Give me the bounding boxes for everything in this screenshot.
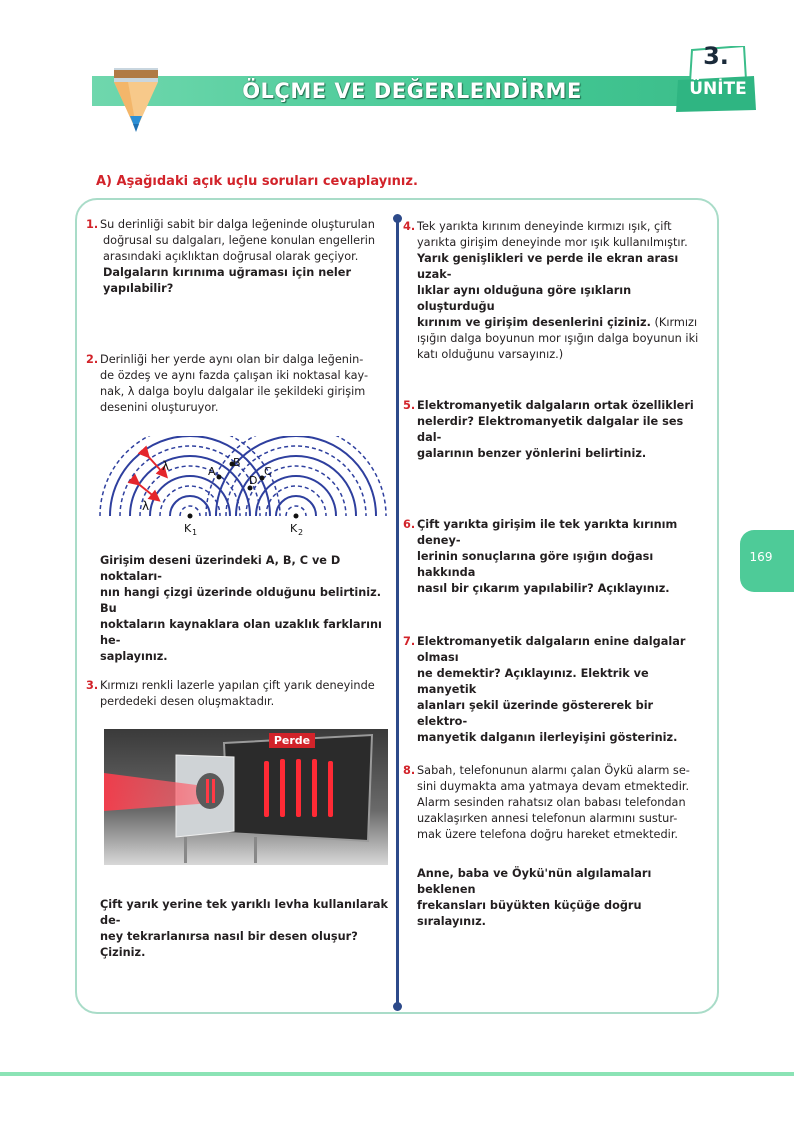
page-title: ÖLÇME VE DEĞERLENDİRME [242,79,582,103]
question-text: mak üzere telefona doğru hareket etmektedir. [417,828,679,841]
question-prompt: nasıl bir çıkarım yapılabilir? Açıklayınız. [417,582,670,595]
question-text: desenini oluşturuyor. [100,401,219,414]
footer-line [0,1072,794,1076]
question-number: 7. [403,635,416,648]
question-7 [403,634,707,746]
question-number: 2. [86,353,99,366]
question-text: Alarm sesinden rahatsız olan babası telefondan [417,796,686,809]
question-prompt: noktaların kaynaklara olan uzaklık farklarını he- [100,618,382,647]
question-number: 6. [403,518,416,531]
title-banner [92,76,732,106]
question-number: 4. [403,220,416,233]
question-prompt: nın hangi çizgi üzerinde olduğunu belirtiniz. Bu [100,586,381,615]
question-text: Su derinliği sabit bir dalga leğeninde oluşturulan [100,218,375,231]
question-2-prompt [100,553,390,665]
source-k1-subscript: 1 [192,528,198,537]
source-k1-label: K [184,522,192,535]
question-text: Kırmızı renkli lazerle yapılan çift yarık deneyinde [100,679,375,692]
question-prompt: manyetik dalganın ilerleyişini gösteriniz. [417,731,678,744]
question-text: sini duymakta ama yatmaya devam etmektedir. [417,780,690,793]
question-3 [86,678,392,710]
divider-top-cap [393,214,402,223]
question-text: Sabah, telefonunun alarmı çalan Öykü alarm se- [417,764,690,777]
question-text: doğrusal su dalgaları, leğene konulan engellerin [103,234,376,247]
interference-figure [98,436,388,538]
question-text: Tek yarıkta kırınım deneyinde kırmızı ışık, çift [417,220,672,233]
point-a-label: A [208,465,216,478]
question-4 [403,219,707,363]
question-3-prompt [100,897,392,961]
question-prompt: Çift yarıkta girişim ile tek yarıkta kırınım deney- [417,518,678,547]
question-number: 3. [86,679,99,692]
unit-label: ÜNİTE [689,79,747,99]
point-c-label: C [264,465,272,478]
double-slit-photo [104,729,388,865]
question-prompt: Dalgaların kırınıma uğraması için neler yapılabilir? [103,266,352,295]
question-prompt: Elektromanyetik dalgaların ortak özellikleri [417,399,694,412]
question-note: katı olduğunu varsayınız.) [417,348,564,361]
lambda-label: λ [162,459,170,473]
question-number: 8. [403,764,416,777]
unit-number: 3. [703,42,729,70]
question-5 [403,398,707,462]
question-6 [403,517,707,597]
question-text: uzaklaşırken annesi telefonun alarmını sustur- [417,812,678,825]
question-prompt: nelerdir? Elektromanyetik dalgalar ile ses dal- [417,415,684,444]
question-text: arasındaki açıklıktan doğrusal olarak geçiyor. [103,250,359,263]
question-8-prompt [417,866,707,930]
page-number: 169 [749,550,773,564]
question-prompt: Girişim deseni üzerindeki A, B, C ve D noktaları- [100,554,341,583]
point-d-label: D [249,474,258,487]
source-k2-subscript: 2 [298,528,304,537]
question-prompt: ney tekrarlanırsa nasıl bir desen oluşur? Çiziniz. [100,930,358,959]
question-number: 5. [403,399,416,412]
question-prompt: Yarık genişlikleri ve perde ile ekran arası uzak- [417,252,679,281]
question-prompt: Çift yarık yerine tek yarıklı levha kullanılarak de- [100,898,389,927]
divider-bottom-cap [393,1002,402,1011]
column-divider [396,218,399,1008]
lambda-label: λ [142,499,150,513]
question-text: nak, λ dalga boylu dalgalar ile şekildeki girişim [100,385,366,398]
question-number: 1. [86,218,99,231]
question-text: de özdeş ve aynı fazda çalışan iki noktasal kay- [100,369,369,382]
source-k2-label: K [290,522,298,535]
question-note: (Kırmızı [650,316,698,329]
question-prompt: ne demektir? Açıklayınız. Elektrik ve manyetik [417,667,649,696]
question-2 [86,352,392,416]
section-heading: A) Aşağıdaki açık uçlu soruları cevaplayınız. [96,174,418,189]
question-prompt: frekansları büyükten küçüğe doğru sıralayınız. [417,899,642,928]
point-b-label: B [233,456,241,469]
question-prompt: saplayınız. [100,650,168,663]
question-note: ışığın dalga boyunun mor ışığın dalga boyunun iki [417,332,699,345]
question-prompt: lıklar aynı olduğuna göre ışıkların oluşturduğu [417,284,632,313]
question-prompt: Elektromanyetik dalgaların enine dalgalar olması [417,635,686,664]
question-prompt: kırınım ve girişim desenlerini çiziniz. [417,316,651,329]
question-prompt: lerinin sonuçlarına göre ışığın doğası hakkında [417,550,654,579]
screen-label: Perde [269,733,315,748]
question-1 [86,217,392,297]
question-prompt: alanları şekil üzerinde göstererek bir elektro- [417,699,654,728]
question-prompt: Anne, baba ve Öykü'nün algılamaları beklenen [417,867,652,896]
pencil-icon [112,68,160,136]
question-text: yarıkta girişim deneyinde mor ışık kullanılmıştır. [417,236,688,249]
question-text: perdedeki desen oluşmaktadır. [100,695,275,708]
question-text: Derinliği her yerde aynı olan bir dalga leğenin- [100,353,364,366]
question-8 [403,763,707,843]
question-prompt: galarının benzer yönlerini belirtiniz. [417,447,647,460]
